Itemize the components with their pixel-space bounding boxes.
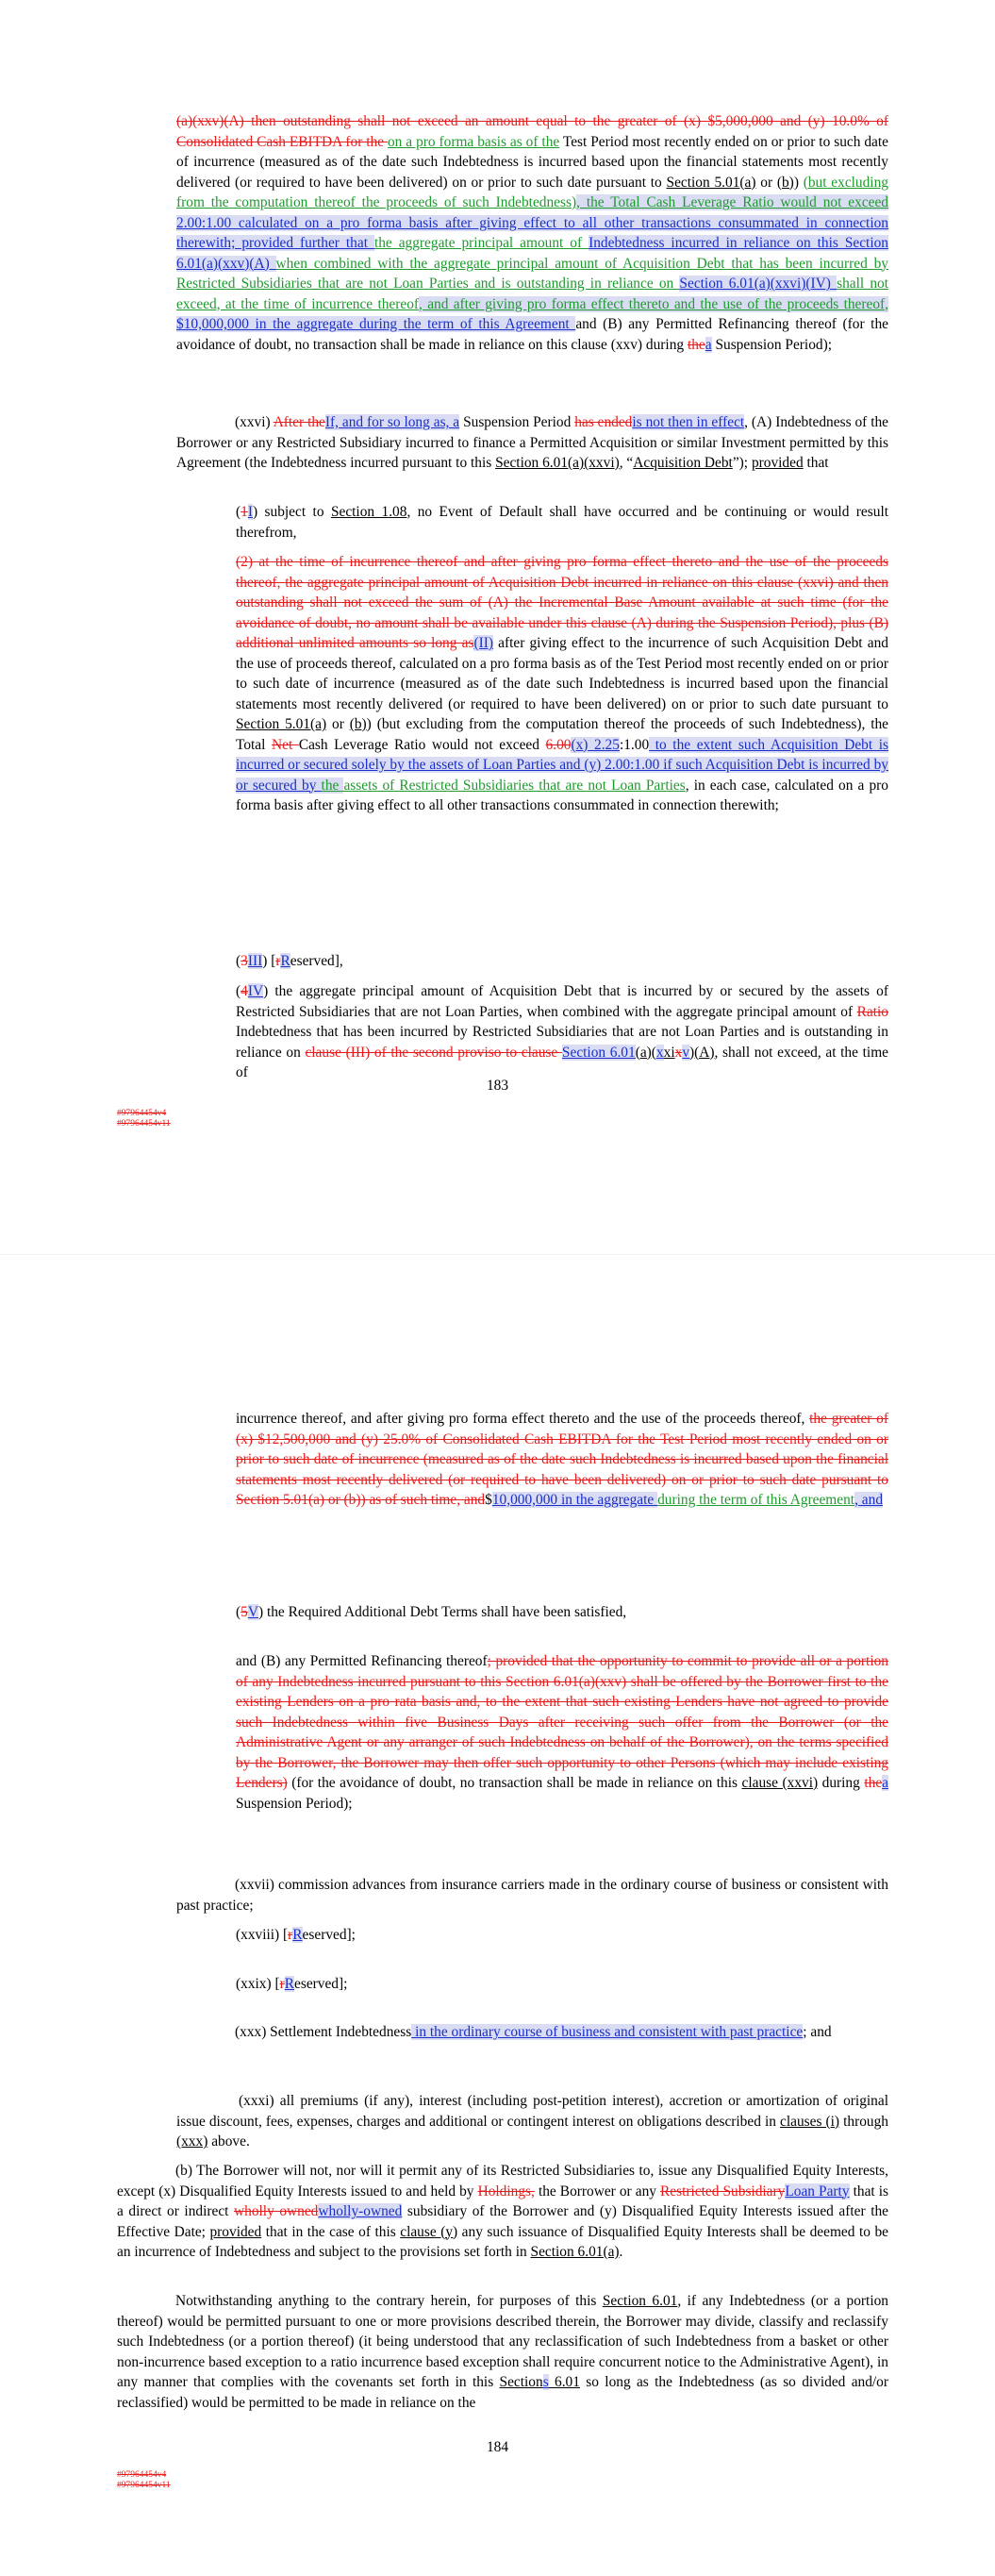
text-run: ) the Required Additional Debt Terms shall have been satisfied, [257, 1604, 627, 1620]
paragraph-xxviii [236, 1925, 888, 1946]
paragraph-xxx [176, 2022, 888, 2043]
text-run: Acquisition Debt [633, 455, 733, 471]
page-number: 183 [486, 1078, 509, 1094]
clause-I [236, 502, 888, 543]
text-run: and (B) any Permitted Refinancing thereof (for the avoidance of doubt, no transaction shall be made in reliance on this clause (xxv) during [176, 316, 888, 353]
deleted-text: 6.00 [545, 736, 572, 753]
moved-text: shall not exceed, at the time of incurrence thereof [176, 276, 888, 312]
deleted-text: x [674, 1044, 683, 1061]
paragraph-notwithstanding [117, 2291, 888, 2413]
text-run: ) subject to [252, 504, 331, 520]
text-run: during [818, 1775, 865, 1791]
deleted-text: the greater of (x) $12,500,000 and (y) 25.0% of Consolidated Cash EBITDA for the Test Period most recently ended on or prior to such date of incurrence (measured as of the date such Indebtedness is incurred based upon the financial statements most recently delivered (or required to have been delivered) on or prior to such date pursuant to Section 5.01(a) or (b)) as of such time, and [236, 1411, 888, 1508]
clause-IV [236, 981, 888, 1083]
text-run: , in each case, calculated on a pro forma basis after giving effect to all other transactions consummated in connection therewith; [236, 777, 888, 813]
text-run: , if any Indebtedness (or a portion thereof) would be permitted pursuant to one or more provisions described therein, the Borrower may divide, classify and reclassify such Indebtedness (or a portion thereof) (it being understood that any reclassification of such Indebtedness from a basket or other non-incurrence based exception to a ratio incurrence based exception shall require concurrent notice to the Administrative Agent), in any manner that complies with the covenants set forth in this [117, 2293, 888, 2390]
text-run: . [619, 2244, 623, 2260]
paragraph-xxix [236, 1974, 888, 1995]
text-run: or [755, 174, 777, 191]
inserted-text: in the ordinary course of business and consistent with past practice [411, 2024, 804, 2040]
text-run: :1.00 [619, 736, 650, 753]
text-run: , shall not exceed, at the time of [236, 1044, 888, 1080]
deleted-text: Ratio [856, 1003, 888, 1020]
text-run: Section 5.01(a) [666, 174, 756, 191]
text-run: through [839, 2113, 888, 2130]
inserted-text: V [247, 1604, 258, 1620]
inserted-text: If, and for so long as, a [324, 414, 460, 430]
text-run: , (A) Indebtedness of the Borrower or any Restricted Subsidiary incurred to finance a Permitted Acquisition or similar Investment permitted by this Agreement (the Indebtedness incurred pursuant to this [176, 414, 888, 471]
inserted-text: is not then in effect [632, 414, 745, 430]
inserted-text: a [882, 1775, 888, 1791]
text-run: , “ [619, 455, 634, 471]
deleted-text: Restricted Subsidiary [660, 2183, 786, 2200]
text-run: (b) The Borrower will not, nor will it permit any of its Restricted Subsidiaries to, issue any Disqualified Equity Interests, except (x) Disqualified Equity Interests issued to and held by [117, 2163, 888, 2200]
text-run: Section 1.08 [330, 504, 407, 520]
moved-text: during the term of this Agreement [657, 1492, 855, 1508]
text-run: Suspension Period [459, 414, 575, 430]
clause-V [236, 1602, 888, 1623]
doc-id-2: #97964454v11 [117, 2481, 171, 2490]
text-run: (xxvii) commission advances from insurance carriers made in the ordinary course of business or consistent with past practice; [176, 1877, 888, 1914]
text-run: ) the aggregate principal amount of Acquisition Debt that is incurred by or secured by the assets of Restricted Subsidiaries that are not Loan Parties, when combined with the aggregate principal amount of [236, 983, 888, 1020]
doc-id-1: #97964454v4 [117, 1109, 167, 1118]
inserted-text: 10,000,000 in the aggregate [491, 1492, 658, 1508]
paragraph-xxvi [176, 412, 888, 474]
inserted-text: (x) 2.25 [571, 736, 620, 753]
inserted-text: R [284, 1976, 294, 1992]
page-183 [0, 0, 995, 1255]
text-run: ( [236, 504, 241, 520]
text-run: Section 5.01(a) [236, 716, 327, 732]
deleted-text: the [864, 1775, 883, 1791]
text-run: the Borrower or any [534, 2183, 661, 2200]
text-run: any such issuance of Disqualified Equity Interests shall be deemed to be an incurrence of Indebtedness and subject to the provisions set forth in [117, 2223, 888, 2260]
inserted-text: x [655, 1044, 664, 1061]
inserted-text: to the extent such Acquisition Debt is incurred or secured solely by the assets of Loan Parties and (y) 2.00:1.00 if such Acquisition Debt is incurred by or secured by [236, 736, 888, 794]
deleted-text: 3 [240, 953, 248, 969]
deleted-text: (2) at the time of incurrence thereof and after giving pro forma effect thereto and the use of the proceeds thereof, the aggregate principal amount of Acquisition Debt incurred in reliance on this clause (xxvi) and then outstanding shall not exceed the sum of (A) the Incremental Base Amount available at such time (for the avoidance of doubt, no amount shall be available under this clause (A) during the Suspension Period), plus (B) additional unlimited amounts so long as [236, 554, 888, 651]
inserted-text: IV [247, 983, 264, 999]
inserted-text: III [247, 953, 263, 969]
text-run: eserved]; [294, 1976, 348, 1992]
text-run: )(A) [689, 1044, 715, 1061]
text-run: Suspension Period); [711, 336, 832, 353]
text-run: 6.01 [548, 2374, 580, 2390]
doc-id-2: #97964454v11 [117, 1119, 171, 1129]
inserted-text: Loan Party [785, 2183, 850, 2200]
text-run: clause (y) [400, 2223, 458, 2240]
moved-text: (but excluding from the computation thereof the proceeds of such Indebtedness) [176, 174, 888, 210]
text-run: Section 6.01 [602, 2293, 678, 2309]
deleted-text: Net [272, 736, 299, 753]
deleted-text: 5 [240, 1604, 248, 1620]
text-run: above. [207, 2133, 250, 2149]
inserted-text: s [542, 2374, 549, 2390]
paragraph-xxv [176, 111, 888, 355]
inserted-text: v [682, 1044, 690, 1061]
text-run: (xxx) Settlement Indebtedness [235, 2024, 412, 2040]
page-184 [0, 1255, 995, 2576]
doc-id-1: #97964454v4 [117, 2470, 167, 2480]
text-run: (xxix) [ [236, 1976, 280, 1992]
deleted-text: After the [273, 414, 325, 430]
text-run: , no Event of Default shall have occurred and be continuing or would result therefrom, [236, 504, 888, 541]
deleted-text: Holdings, [477, 2183, 535, 2200]
text-run: (xxvi) [235, 414, 274, 430]
text-run: (b) [776, 174, 794, 191]
text-run: Suspension Period); [236, 1795, 353, 1812]
deleted-text: clause (III) of the second proviso to clause [305, 1044, 562, 1061]
deleted-text: wholly owned [234, 2203, 319, 2219]
page-number: 184 [486, 2439, 509, 2455]
inserted-text: , and after giving pro forma effect thereto and the use of the proceeds thereof, [419, 295, 888, 312]
inserted-text: Section 6.01(a)(xxvi)(IV) [679, 276, 837, 292]
inserted-text: Indebtedness incurred in reliance on this Section 6.01(a)(xxv)(A) [176, 235, 888, 272]
text-run: $ [485, 1492, 492, 1508]
text-run: so long as the Indebtedness (as so divided and/or reclassified) would be permitted to be made in reliance on the [117, 2374, 889, 2411]
deleted-text: the [687, 336, 705, 353]
deleted-text: 4 [240, 983, 248, 999]
text-run: ( [236, 953, 241, 969]
inserted-text: $10,000,000 in the aggregate during the term of this Agreement [176, 316, 576, 332]
text-run: Section [499, 2374, 543, 2390]
inserted-text: wholly-owned [318, 2203, 403, 2219]
paragraph-b [117, 2161, 888, 2263]
deleted-text: ; provided that the opportunity to commit to provide all or a portion of any Indebtedness incurred pursuant to this Section 6.01(a)(xxv) shall be offered by the Borrower first to the existing Lenders on a pro rata basis and, to the extent that such existing Lenders have not agreed to provide such Indebtedness within five Business Days after receiving such offer from the Borrower (or the Administrative Agent or any arranger of such Indebtedness on behalf of the Borrower), on the terms specified by the Borrower, the Borrower may then offer such opportunity to other Persons (which may include existing Lenders) [236, 1653, 888, 1791]
text-run: clause (xxvi) [741, 1775, 819, 1791]
text-run: Section 6.01(a)(xxvi) [495, 455, 620, 471]
text-run: (xxx) [176, 2133, 208, 2149]
inserted-text: R [280, 953, 290, 969]
text-run: subsidiary of the Borrower and (y) Disqualified Equity Interests issued after the Effective Date; [117, 2203, 889, 2240]
inserted-text: , and [854, 1492, 884, 1508]
moved-text: on a pro forma basis as of the [387, 133, 560, 150]
deleted-text: has ended [574, 414, 633, 430]
deleted-text: r [275, 953, 281, 969]
text-run: provided [209, 2223, 262, 2240]
clause-IV-continued [236, 1409, 888, 1511]
moved-text: assets of Restricted Subsidiaries that are not Loan Parties [343, 777, 686, 794]
text-run: (b) [349, 716, 367, 732]
text-run: Cash Leverage Ratio would not exceed [298, 736, 546, 753]
text-run: ) [793, 174, 804, 191]
text-run: Test Period most recently ended on or prior to such date of incurrence (measured as of the date such Indebtedness is incurred based upon the financial statements most recently delivered (or required to have been delivered) on or prior to such date pursuant to [176, 133, 888, 191]
text-run: ) [ [262, 953, 276, 969]
inserted-text: 2.00:1.00 calculated on a pro forma basis after giving effect to all other transactions consummated in connection therewith; provided further that [176, 214, 888, 251]
paragraph-xxvii [176, 1875, 888, 1915]
text-run: Section 6.01(a) [530, 2244, 620, 2260]
text-run: (xxviii) [ [236, 1927, 289, 1943]
text-run: (for the avoidance of doubt, no transaction shall be made in reliance on this [287, 1775, 742, 1791]
inserted-text: , the Total Cash Leverage Ratio would not exceed [576, 194, 888, 210]
text-run: ; and [803, 2024, 832, 2040]
text-run: that is a direct or indirect [117, 2183, 889, 2219]
deleted-text: r [279, 1976, 285, 1992]
text-run: eserved], [290, 953, 343, 969]
text-run: ”); [732, 455, 752, 471]
clause-III [236, 951, 888, 972]
deleted-text: (a)(xxv)(A) then outstanding shall not exceed an amount equal to the greater of (x) $5,000,000 and (y) 10.0% of Consolidated Cash EBITDA for the [176, 113, 888, 150]
deleted-text: r [288, 1927, 293, 1943]
text-run: ( [236, 1604, 241, 1620]
text-run: provided [751, 455, 804, 471]
deleted-text: 1 [240, 504, 248, 520]
inserted-text: a [705, 336, 712, 353]
text-run: (xxxi) all premiums (if any), interest (including post-petition interest), accretion or amortization of original issue discount, fees, expenses, charges and additional or contingent interest on obligations described in [176, 2093, 888, 2130]
inserted-text: (II) [473, 635, 493, 651]
text-run: or [326, 716, 350, 732]
moved-text: when combined with the aggregate principal amount of Acquisition Debt that has been incurred by Restricted Subsidiaries that are not Loan Parties and is outstanding in reliance on [176, 255, 888, 292]
inserted-text: I [247, 504, 253, 520]
inserted-text: the [321, 777, 344, 794]
clause-B [236, 1651, 888, 1814]
text-run: ( [236, 983, 241, 999]
text-run: after giving effect to the incurrence of such Acquisition Debt and the use of proceeds thereof, calculated on a pro forma basis as of the Test Period most recently ended on or prior to such date of incurrence (measured as of the date such Indebtedness is incurred based upon the financial statements most recently delivered (or required to have been delivered) on or prior to such date pursuant to [236, 635, 888, 712]
text-run: clauses (i) [780, 2113, 840, 2130]
text-run: and (B) any Permitted Refinancing thereof [236, 1653, 488, 1669]
text-run: incurrence thereof, and after giving pro forma effect thereto and the use of the proceeds thereof, [236, 1411, 810, 1427]
text-run: xi [663, 1044, 675, 1061]
moved-text: the aggregate principal amount of [373, 235, 589, 251]
text-run: (a)( [635, 1044, 656, 1061]
inserted-text: Section 6.01 [561, 1044, 636, 1061]
inserted-text: R [292, 1927, 303, 1943]
text-run: Notwithstanding anything to the contrary herein, for purposes of this [175, 2293, 603, 2309]
paragraph-xxxi [176, 2091, 888, 2152]
text-run: that [803, 455, 829, 471]
text-run: that in the case of this [261, 2223, 401, 2240]
clause-II [236, 552, 888, 816]
text-run: ) (but excluding from the computation thereof the proceeds of such Indebtedness), the Total [236, 716, 888, 753]
text-run: Indebtedness that has been incurred by Restricted Subsidiaries that are not Loan Parties and is outstanding in reliance on [236, 1024, 888, 1061]
text-run: eserved]; [302, 1927, 356, 1943]
